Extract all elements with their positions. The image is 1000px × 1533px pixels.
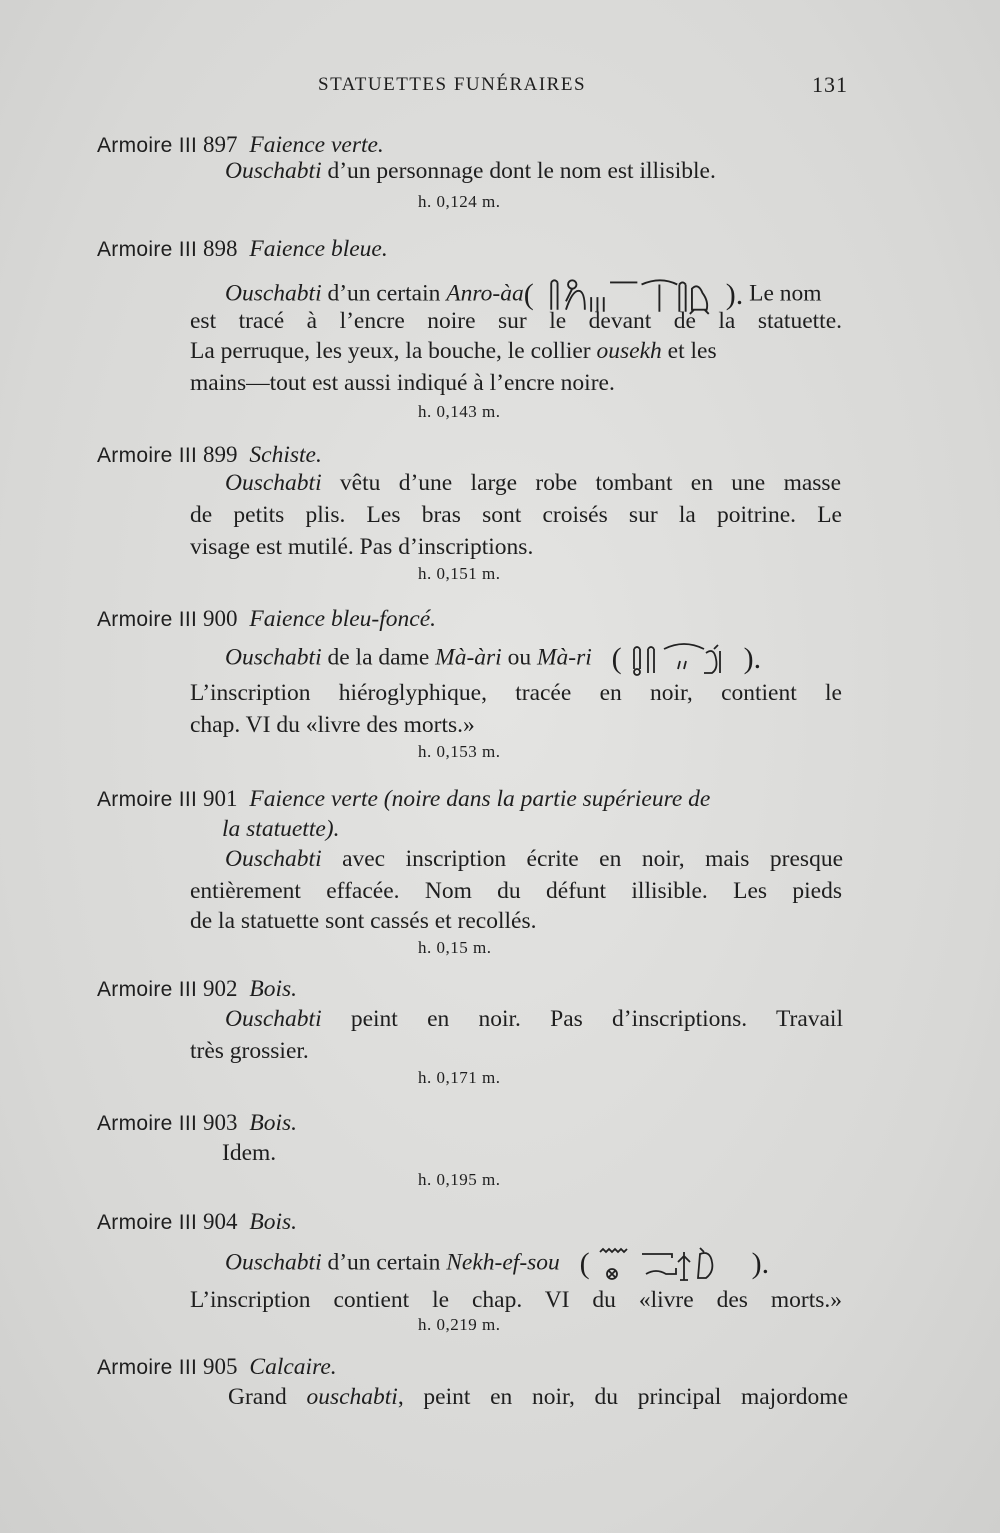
entry-heading	[97, 604, 436, 635]
height-measure: h. 0,143 m.	[418, 402, 501, 421]
text-span: d’un certain	[321, 1249, 447, 1276]
armoire-label: Armoire III	[97, 238, 198, 261]
material: Bois.	[249, 976, 298, 1002]
entry-heading	[97, 1352, 337, 1383]
entry-text-line: très grossier.	[190, 1038, 309, 1064]
entry-text-line: visage est mutilé. Pas d’inscriptions.	[190, 534, 534, 560]
entry-text-line	[225, 156, 716, 186]
entry-text-line: Ouschabti d’un certain Anro-àa( ). Le nom	[225, 274, 822, 316]
text-span: , peint en noir, du principal majordome	[397, 1384, 848, 1410]
entry-text-line: de petits plis. Les bras sont croisés sur la poitrine. Le	[190, 502, 842, 528]
text-span: Grand	[228, 1384, 307, 1410]
entry-number: 903	[203, 1110, 238, 1135]
term-ouschabti: Ouschabti	[225, 470, 322, 496]
text-span: vêtu d’une large robe tombant en une masse	[321, 470, 841, 496]
term-ouschabti: Ouschabti	[225, 1006, 322, 1032]
entry-heading	[97, 784, 710, 815]
term-ouschabti: Ouschabti	[225, 280, 322, 307]
material: Faience bleue.	[249, 236, 388, 262]
personal-name: Mà-àri	[435, 644, 502, 671]
personal-name: Mà-ri	[536, 644, 592, 671]
entry-text-line: est tracé à l’encre noire sur le devant de la statuette.	[190, 308, 842, 334]
text-span: ou	[501, 644, 537, 671]
armoire-label: Armoire III	[97, 444, 198, 467]
entry-text-line: Ouschabti d’un certain Nekh-ef-sou ( ).	[225, 1243, 769, 1285]
entry-text-line: L’inscription hiéroglyphique, tracée en noir, contient le	[190, 680, 842, 706]
height-measure: h. 0,195 m.	[418, 1170, 501, 1189]
entry-text-line	[225, 844, 843, 874]
entry-number: 899	[203, 442, 238, 467]
entry-heading	[97, 974, 297, 1005]
entry-text-line: chap. VI du «livre des morts.»	[190, 712, 475, 738]
entry-text-line	[228, 1382, 848, 1412]
text-span: d’un personnage dont le nom est illisible.	[321, 158, 716, 184]
term-ouschabti: ouschabti	[306, 1384, 398, 1410]
height-measure: h. 0,15 m.	[418, 938, 492, 957]
entry-number: 897	[203, 132, 238, 157]
material: Faience bleu-foncé.	[249, 606, 437, 632]
entry-heading	[97, 1207, 297, 1238]
material: Faience verte.	[249, 132, 384, 158]
entry-text-line: entièrement effacée. Nom du défunt illisible. Les pieds	[190, 878, 842, 904]
height-measure: h. 0,124 m.	[418, 192, 501, 211]
armoire-label: Armoire III	[97, 1356, 198, 1379]
entry-number: 904	[203, 1209, 238, 1234]
page-number: 131	[812, 72, 848, 97]
text-span: avec inscription écrite en noir, mais presque	[321, 846, 843, 872]
armoire-label: Armoire III	[97, 978, 198, 1001]
entry-number: 902	[203, 976, 238, 1001]
entry-text-line: mains—tout est aussi indiqué à l’encre noire.	[190, 370, 615, 396]
entry-text-line: Ouschabti de la dame Mà-àri ou Mà-ri ( ).	[225, 638, 761, 680]
entry-number: 901	[203, 786, 238, 811]
entry-number: 898	[203, 236, 238, 261]
height-measure: h. 0,151 m.	[418, 564, 501, 583]
entry-text-line	[190, 336, 717, 366]
text-span: Le nom	[749, 280, 822, 307]
entry-text-line	[225, 1004, 843, 1034]
material: Faience verte (noire dans la partie supérieure de	[249, 786, 711, 812]
term-ouschabti: Ouschabti	[225, 1249, 322, 1276]
text-span: de la dame	[321, 644, 436, 671]
armoire-label: Armoire III	[97, 1211, 198, 1234]
entry-heading	[97, 440, 322, 471]
entry-text-line: de la statuette sont cassés et recollés.	[190, 908, 537, 934]
running-head	[0, 70, 1000, 102]
running-title: STATUETTES FUNÉRAIRES	[318, 74, 587, 95]
term-ouschabti: Ouschabti	[225, 644, 322, 671]
height-measure: h. 0,219 m.	[418, 1315, 501, 1334]
text-span: et les	[661, 338, 717, 364]
height-measure: h. 0,171 m.	[418, 1068, 501, 1087]
armoire-label: Armoire III	[97, 608, 198, 631]
entry-heading	[97, 1108, 297, 1139]
entry-number: 900	[203, 606, 238, 631]
hieroglyph-cartouche-icon	[596, 1243, 746, 1285]
entry-heading	[97, 234, 388, 265]
term-ousekh: ousekh	[596, 338, 662, 364]
entry-text-line: L’inscription contient le chap. VI du «livre des morts.»	[190, 1287, 842, 1313]
material: Schiste.	[249, 442, 322, 468]
text-span: La perruque, les yeux, la bouche, le collier	[190, 338, 597, 364]
height-measure: h. 0,153 m.	[418, 742, 501, 761]
hieroglyph-cartouche-icon	[628, 638, 738, 680]
entry-text-line	[225, 468, 841, 498]
text-span: d’un certain	[321, 280, 447, 307]
text-span: peint en noir. Pas d’inscriptions. Travail	[321, 1006, 843, 1032]
armoire-label: Armoire III	[97, 788, 198, 811]
material: Calcaire.	[249, 1354, 337, 1380]
material: Bois.	[249, 1110, 298, 1136]
material: Bois.	[249, 1209, 298, 1235]
entry-text-line: Idem.	[222, 1140, 277, 1166]
armoire-label: Armoire III	[97, 1112, 198, 1135]
armoire-label: Armoire III	[97, 134, 198, 157]
entry-number: 905	[203, 1354, 238, 1379]
term-ouschabti: Ouschabti	[225, 158, 322, 184]
material-continued: la statuette).	[222, 816, 340, 842]
personal-name: Nekh-ef-sou	[446, 1249, 560, 1276]
term-ouschabti: Ouschabti	[225, 846, 322, 872]
personal-name: Anro-àa	[446, 280, 524, 307]
